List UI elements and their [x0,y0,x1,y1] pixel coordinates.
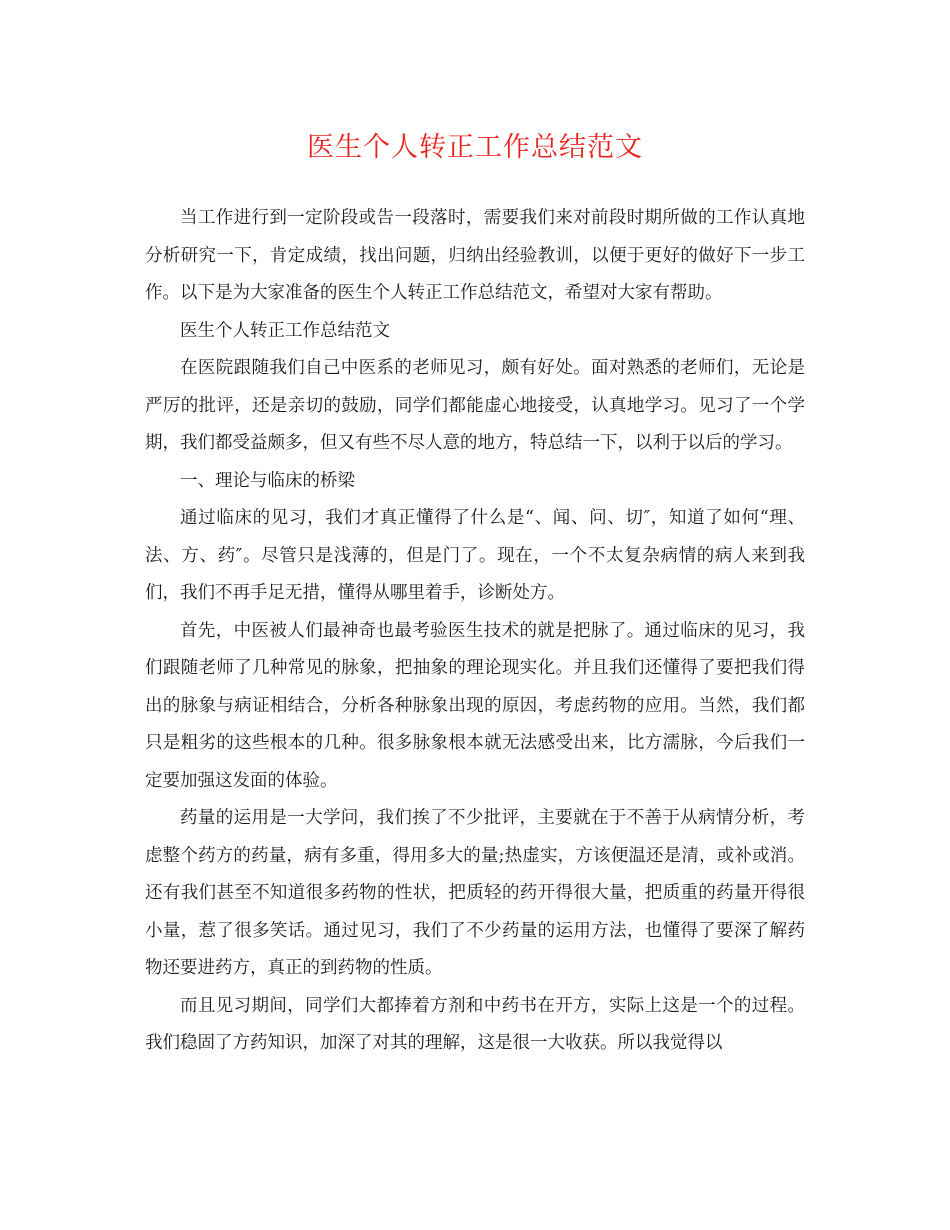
document-body [145,200,805,1063]
intro-paragraph: 当工作进行到一定阶段或告一段落时，需要我们来对前段时期所做的工作认真地分析研究一下，肯定成绩，找出问题，归纳出经验教训，以便于更好的做好下一步工作。以下是为大家准备的医生个人转正工作总结范文，希望对大家有帮助。 [145,208,805,303]
body-paragraph: 首先，中医被人们最神奇也最考验医生技术的就是把脉了。通过临床的见习，我们跟随老师了几种常见的脉象，把抽象的理论现实化。并且我们还懂得了要把我们得出的脉象与病证相结合，分析各种脉象出现的原因，考虑药物的应用。当然，我们都只是粗劣的这些根本的几种。很多脉象根本就无法感受出来，比方濡脉，今后我们一定要加强这发面的体验。 [145,620,805,791]
document-title: 医生个人转正工作总结范文 [307,132,643,163]
section-heading: 医生个人转正工作总结范文 [180,320,390,341]
body-paragraph: 在医院跟随我们自己中医系的老师见习，颇有好处。面对熟悉的老师们，无论是严厉的批评，还是亲切的鼓励，同学们都能虚心地接受，认真地学习。见习了一个学期，我们都受益颇多，但又有些不尽人意的地方，特总结一下，以利于以后的学习。 [145,358,805,453]
body-paragraph: 通过临床的见习，我们才真正懂得了什么是“、闻、问、切″，知道了如何“理、法、方、药″。尽管只是浅薄的，但是门了。现在，一个不太复杂病情的病人来到我们，我们不再手足无措，懂得从哪里着手，诊断处方。 [145,508,805,603]
body-paragraph: 而且见习期间，同学们大都捧着方剂和中药书在开方，实际上这是一个的过程。我们稳固了方药知识，加深了对其的理解，这是很一大收获。所以我觉得以 [145,995,805,1053]
body-paragraph: 药量的运用是一大学问，我们挨了不少批评，主要就在于不善于从病情分析，考虑整个药方的药量，病有多重，得用多大的量;热虚实，方该便温还是清，或补或消。还有我们甚至不知道很多药物的性状，把质轻的药开得很大量，把质重的药量开得很小量，惹了很多笑话。通过见习，我们了不少药量的运用方法，也懂得了要深了解药物还要进药方，真正的到药物的性质。 [145,808,805,978]
subsection-heading: 一、理论与临床的桥梁 [180,470,355,491]
